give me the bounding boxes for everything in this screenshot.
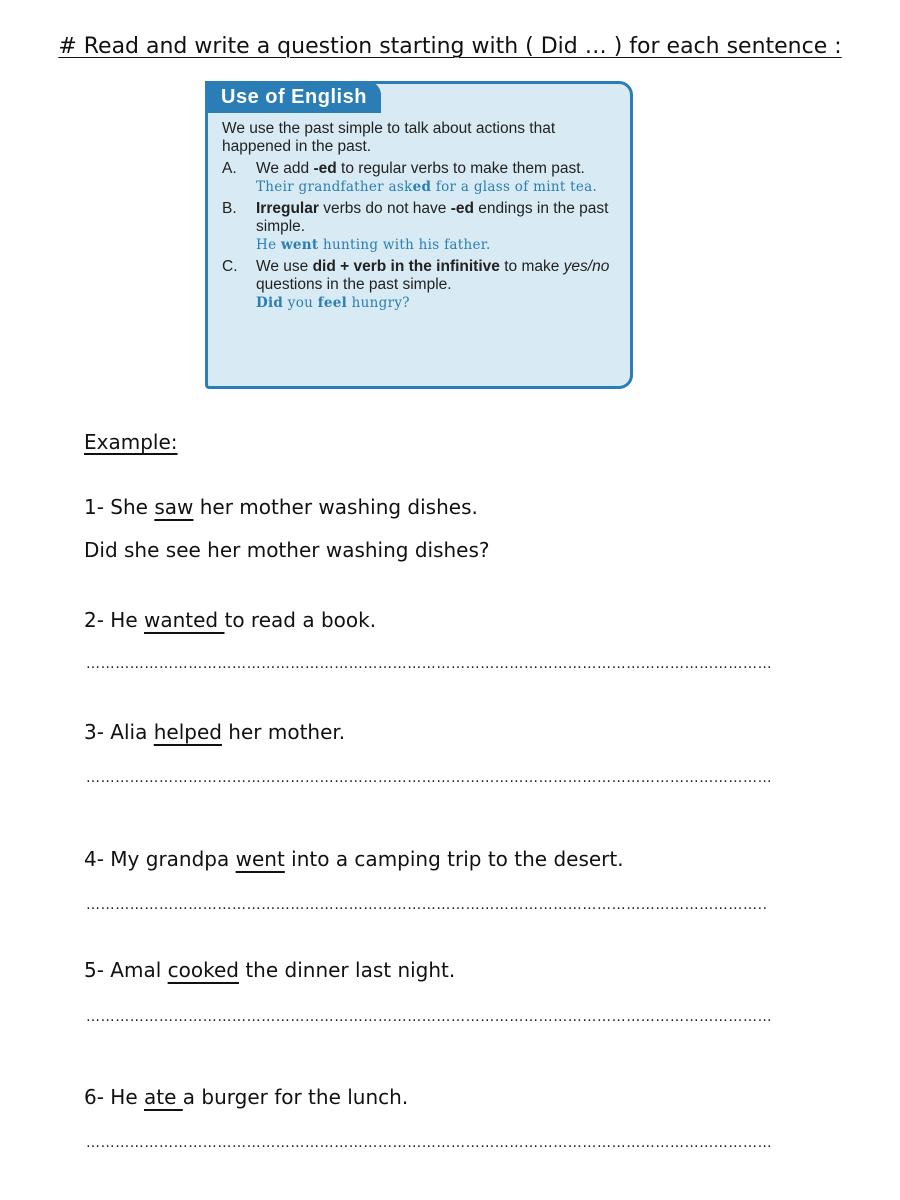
rule-b: B. Irregular verbs do not have -ed endings in the past simple. He went hunting with his father. <box>222 200 620 254</box>
answer-line-5[interactable]: …………………………………………………………………………………………………………………………… <box>86 1009 773 1025</box>
rule-c: C. We use did + verb in the infinitive to make yes/no questions in the past simple. Did you feel hungry? <box>222 258 620 312</box>
rule-b-example: He went hunting with his father. <box>256 237 491 253</box>
intro-text: We use the past simple to talk about actions that happened in the past. <box>222 120 556 155</box>
verb-6: ate <box>144 1085 183 1109</box>
example-label: Example: <box>84 430 178 454</box>
verb-5: cooked <box>167 958 239 982</box>
answer-1: Did she see her mother washing dishes? <box>84 538 490 562</box>
rule-c-example: Did you feel hungry? <box>256 295 410 311</box>
sentence-2: 2- He wanted to read a book. <box>84 608 377 632</box>
rule-a: A. We add -ed to regular verbs to make them past. Their grandfather asked for a glass of mint tea. <box>222 160 598 195</box>
answer-line-3[interactable]: …………………………………………………………………………………………………………………………… <box>86 770 773 786</box>
use-of-english-box <box>205 81 633 389</box>
sentence-1: 1- She saw her mother washing dishes. <box>84 495 478 519</box>
grammar-notes <box>222 120 620 312</box>
verb-4: went <box>235 847 285 871</box>
answer-line-6[interactable]: …………………………………………………………………………………………………………………………… <box>86 1135 773 1151</box>
verb-2: wanted <box>144 608 225 632</box>
verb-1: saw <box>154 495 194 519</box>
use-of-english-heading: Use of English <box>205 81 381 113</box>
sentence-4: 4- My grandpa went into a camping trip to the desert. <box>84 847 624 871</box>
answer-line-4[interactable]: ………………………………………………………………………………………………………………………….. <box>86 897 768 913</box>
answer-line-2[interactable]: …………………………………………………………………………………………………………………………… <box>86 656 773 672</box>
worksheet-title: # Read and write a question starting with ( Did … ) for each sentence : <box>58 34 842 59</box>
sentence-6: 6- He ate a burger for the lunch. <box>84 1085 409 1109</box>
rule-a-example: Their grandfather asked for a glass of mint tea. <box>256 179 598 195</box>
sentence-3: 3- Alia helped her mother. <box>84 720 346 744</box>
verb-3: helped <box>153 720 222 744</box>
sentence-5: 5- Amal cooked the dinner last night. <box>84 958 456 982</box>
